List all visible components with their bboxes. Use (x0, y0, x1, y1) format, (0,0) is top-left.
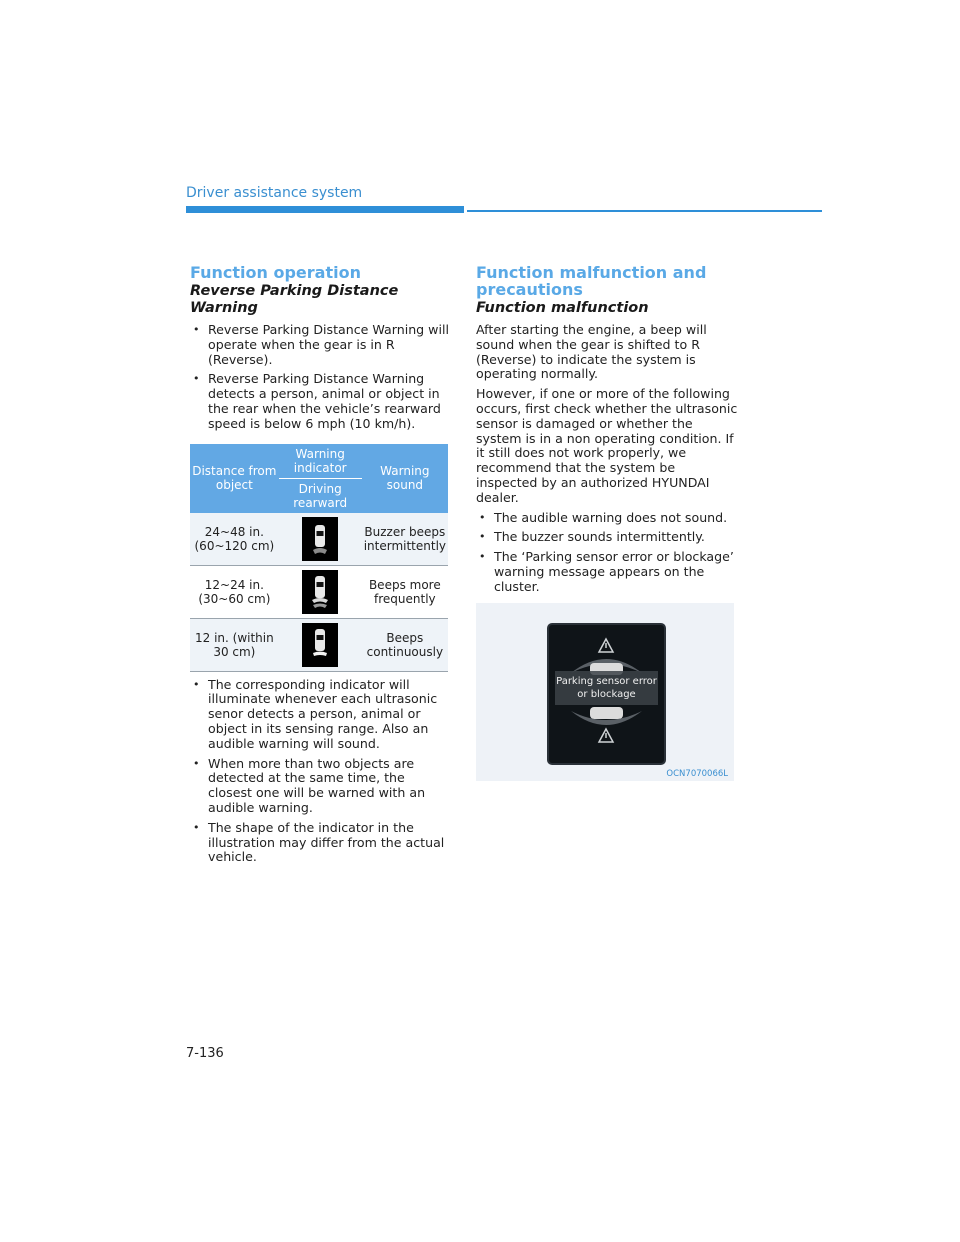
sound-cell: Beeps continuously (362, 618, 448, 671)
cluster-figure (476, 603, 734, 781)
table-row (190, 565, 448, 618)
distance-cell: 24~48 in. (60~120 cm) (190, 513, 279, 566)
list-item: • The ‘Parking sensor error or blockage’ warning message appears on the cluster. (476, 550, 738, 594)
figure-code: OCN7070066L (666, 768, 728, 779)
rpdw-subheading: Reverse Parking Distance Warning (190, 283, 399, 316)
distance-cell: 12~24 in. (30~60 cm) (190, 565, 279, 618)
list-item: • The buzzer sounds intermittently. (476, 530, 738, 545)
malfunction-heading: Function malfunction and precautions (476, 263, 707, 299)
cluster-warning-message: Parking sensor error or blockage (555, 671, 658, 705)
col-indicator-subheader: Driving rearward (279, 478, 362, 513)
list-item: • Reverse Parking Distance Warning will operate when the gear is in R (Reverse). (190, 323, 452, 367)
warning-table (190, 444, 448, 672)
cluster-display (547, 623, 666, 765)
malfunction-paragraph-1: After starting the engine, a beep will sound when the gear is shifted to R (Reverse) to indicate the system is operating normally. (476, 322, 707, 382)
rear-sensor-far-icon (302, 517, 338, 561)
left-column (190, 264, 452, 870)
rear-sensor-mid-icon (302, 570, 338, 614)
malfunction-paragraph-2: However, if one or more of the following occurs, first check whether the ultrasonic sensor is damaged or whether the system is in a non operating condition. If it still does not work properly, we recommend that the system be inspected by an authorized HYUNDAI dealer. (476, 386, 738, 505)
distance-cell: 12 in. (within 30 cm) (190, 618, 279, 671)
header-bar-right (467, 210, 822, 212)
header-section-title: Driver assistance system (186, 185, 363, 201)
list-item: • The audible warning does not sound. (476, 511, 738, 526)
malfunction-subheading: Function malfunction (476, 300, 649, 316)
list-item: • The shape of the indicator in the illustration may differ from the actual vehicle. (190, 821, 452, 865)
sound-cell: Buzzer beeps intermittently (362, 513, 448, 566)
list-item: • The corresponding indicator will illuminate whenever each ultrasonic senor detects a person, animal or object in its sensing range. Also an audible warning will sound. (190, 678, 452, 752)
rear-sensor-near-icon (302, 623, 338, 667)
table-row (190, 513, 448, 566)
right-column (476, 264, 738, 781)
list-item: • When more than two objects are detected at the same time, the closest one will be warned with an audible warning. (190, 757, 452, 816)
col-sound-header: Warning sound (362, 444, 448, 513)
header-bar-left (186, 206, 464, 213)
top-bullet-list (190, 323, 452, 432)
sound-cell: Beeps more frequently (362, 565, 448, 618)
col-indicator-header: Warning indicator (279, 444, 362, 479)
table-row (190, 618, 448, 671)
malfunction-bullet-list (476, 511, 738, 595)
function-operation-heading: Function operation (190, 263, 361, 282)
list-item: • Reverse Parking Distance Warning detects a person, animal or object in the rear when the vehicle’s rearward speed is below 6 mph (10 km/h). (190, 372, 452, 431)
bottom-bullet-list (190, 678, 452, 866)
col-distance-header: Distance from object (190, 444, 279, 513)
page-number: 7-136 (186, 1046, 224, 1061)
